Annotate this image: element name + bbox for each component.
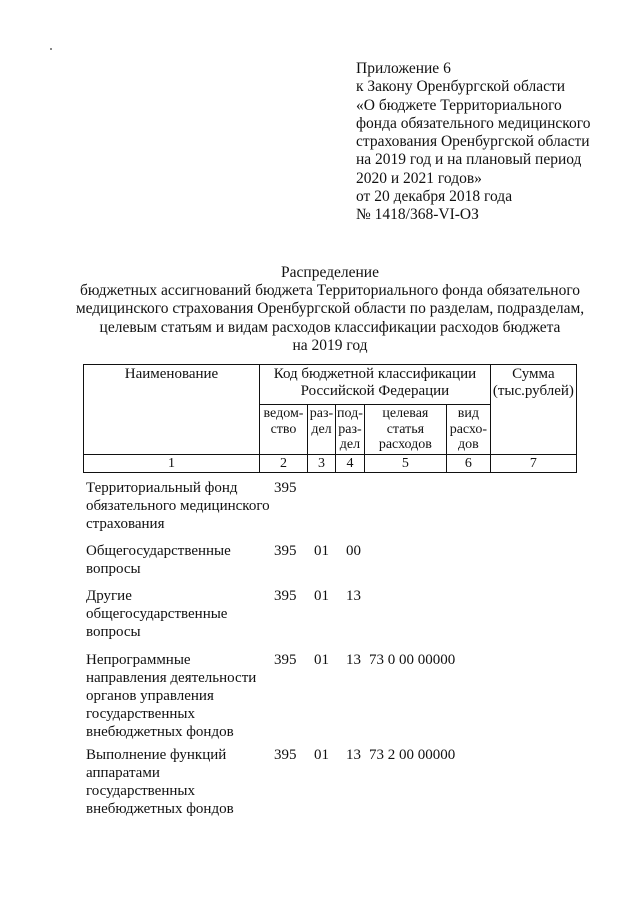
row-podrazdel: 13 — [346, 747, 361, 763]
appendix-line: Приложение 6 — [356, 60, 451, 77]
appendix-line: «О бюджете Территориального — [356, 96, 562, 114]
row-vedomstvo: 395 — [274, 480, 297, 496]
appendix-line: № 1418/368-VI-ОЗ — [356, 206, 479, 224]
column-number: 1 — [84, 454, 260, 473]
appendix-line: страхования Оренбургской области — [356, 133, 590, 151]
row-name: Выполнение функций аппаратами государственных внебюджетных фондов — [86, 747, 234, 817]
appendix-line: фонда обязательного медицинского — [356, 114, 591, 132]
row-podrazdel: 13 — [346, 652, 361, 668]
scan-speck — [50, 48, 52, 50]
row-razdel: 01 — [314, 588, 329, 604]
table-header — [83, 364, 577, 473]
row-podrazdel: 13 — [346, 588, 361, 604]
appendix-line: от 20 декабря 2018 года — [356, 188, 513, 206]
header-expense-type: вид расхо-дов — [446, 405, 490, 455]
appendix-block — [356, 60, 590, 225]
column-number: 7 — [490, 454, 576, 473]
header-sum: Сумма (тыс.рублей) — [490, 365, 576, 455]
column-number: 3 — [308, 454, 336, 473]
title-line: бюджетных ассигнований бюджета Территориального фонда обязательного — [79, 282, 581, 300]
appendix-line: 2020 и 2021 годов» — [356, 169, 482, 187]
appendix-line: на 2019 год и на плановый период — [356, 151, 582, 169]
title-line: на 2019 год — [292, 336, 368, 354]
row-razdel: 01 — [314, 543, 329, 559]
column-number: 4 — [336, 454, 365, 473]
row-razdel: 01 — [314, 747, 329, 763]
row-vedomstvo: 395 — [274, 588, 297, 604]
header-name: Наименование — [84, 365, 260, 455]
title-line: целевым статьям и видам расходов классификации расходов бюджета — [99, 318, 561, 336]
header-razdel: раз-дел — [308, 405, 336, 455]
appendix-line: к Закону Оренбургской области — [356, 78, 566, 96]
column-number: 6 — [446, 454, 490, 473]
document-title — [60, 264, 600, 355]
row-vedomstvo: 395 — [274, 543, 297, 559]
row-vedomstvo: 395 — [274, 652, 297, 668]
title-line: медицинского страхования Оренбургской области по разделам, подразделам, — [75, 300, 585, 318]
row-name: Общегосударственные вопросы — [86, 543, 231, 577]
column-number: 5 — [364, 454, 446, 473]
row-name: Территориальный фонд обязательного медицинского страхования — [86, 480, 270, 532]
row-target-article: 73 2 00 00000 — [369, 747, 456, 763]
row-podrazdel: 00 — [346, 543, 361, 559]
title-line: Распределение — [281, 264, 379, 281]
header-podrazdel: под-раз-дел — [337, 406, 363, 452]
header-target-article: целевая статья расходов — [364, 405, 446, 455]
row-razdel: 01 — [314, 652, 329, 668]
column-number: 2 — [260, 454, 308, 473]
row-vedomstvo: 395 — [274, 747, 297, 763]
header-vedomstvo: ведом-ство — [260, 405, 308, 455]
row-target-article: 73 0 00 00000 — [369, 652, 456, 668]
row-name: Непрограммные направления деятельности органов управления государственных внебюджетных фондов — [86, 652, 257, 740]
header-code: Код бюджетной классификации Российской Федерации — [260, 365, 491, 405]
row-name: Другие общегосударственные вопросы — [86, 588, 228, 640]
